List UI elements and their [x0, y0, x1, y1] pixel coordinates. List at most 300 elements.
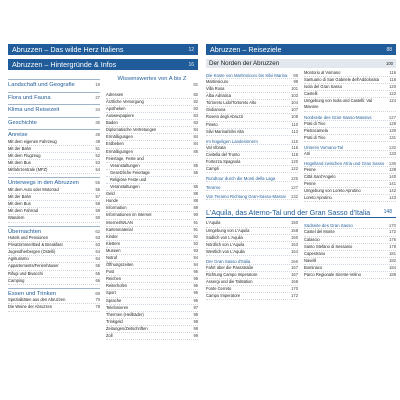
entry-title: Montorio al Vomano — [304, 70, 341, 75]
chapter-page: 16 — [188, 61, 194, 68]
toc-entry[interactable] — [206, 293, 298, 300]
toc-entry[interactable] — [206, 129, 298, 136]
entry-page: 93 — [193, 247, 198, 253]
toc-entry[interactable] — [8, 187, 100, 194]
entry-page: 90 — [193, 212, 198, 218]
entry-page: 168 — [291, 279, 298, 285]
right-column-c — [206, 220, 298, 300]
entry-title: Diplomatische Vertretungen — [106, 127, 157, 133]
entry-page: 104 — [291, 100, 298, 106]
toc-entry[interactable] — [206, 145, 298, 152]
toc-entry[interactable] — [106, 92, 198, 99]
heading-title: Landschaft und Geografie — [8, 82, 75, 88]
heading-page: 48 — [95, 132, 100, 138]
entry-page: 176 — [389, 236, 396, 242]
entry-title: Appartements/Ferienhäuser — [8, 263, 59, 269]
entry-title: Öffnungszeiten — [106, 262, 134, 268]
entry-title: Prati di Tivo — [304, 120, 326, 126]
toc-entry[interactable] — [8, 160, 100, 167]
toc-entry[interactable] — [304, 251, 396, 258]
entry-title: Adressen — [106, 91, 124, 97]
entry-title: Privatzimmer/Bed & Breakfast — [8, 242, 63, 248]
toc-entry[interactable] — [8, 201, 100, 208]
entry-page: 88 — [193, 198, 198, 204]
toc-entry[interactable] — [206, 279, 298, 286]
section-heading[interactable] — [8, 177, 100, 187]
entry-page: 181 — [389, 250, 396, 256]
toc-entry[interactable] — [8, 208, 100, 215]
entry-page: 170 — [388, 223, 396, 229]
entry-page: 115 — [291, 138, 298, 144]
entry-page: 88 — [193, 191, 198, 197]
entry-title: Auswevpapiere — [106, 113, 134, 119]
toc-entry[interactable] — [106, 290, 198, 297]
entry-title: Kartenmaterial — [106, 226, 133, 232]
entry-page: 55 — [95, 187, 100, 193]
toc-entry[interactable] — [8, 304, 100, 311]
subsection-entry[interactable] — [206, 176, 298, 182]
section-heading[interactable] — [8, 226, 100, 236]
entry-title: Camping — [8, 277, 25, 283]
entry-page: 84 — [193, 134, 198, 140]
intro-chapter-banner[interactable] — [8, 44, 198, 55]
toc-entry[interactable] — [8, 146, 100, 153]
entry-page: 116 — [291, 144, 298, 150]
entry-page: 83 — [193, 120, 198, 126]
entry-page: 128 — [389, 120, 396, 126]
entry-page: 89 — [193, 205, 198, 211]
toc-entry[interactable] — [106, 106, 198, 113]
entry-title: Trinkgeld — [106, 318, 123, 324]
entry-page: 83 — [193, 113, 198, 119]
toc-entry[interactable] — [304, 181, 396, 188]
entry-page: 136 — [388, 160, 396, 166]
toc-entry[interactable] — [8, 215, 100, 222]
toc-entry[interactable] — [106, 220, 198, 227]
entry-title: Notruf — [106, 254, 118, 260]
entry-page: 188 — [389, 271, 396, 277]
entry-title: Nordseite des Gran-Sasso-Massivs — [304, 114, 372, 120]
toc-entry[interactable] — [106, 276, 198, 283]
toc-entry[interactable] — [106, 212, 198, 219]
toc-entry[interactable] — [304, 70, 396, 77]
entry-title: Rifugi und Bivacchi — [8, 270, 43, 276]
toc-entry[interactable] — [8, 235, 100, 242]
toc-entry[interactable] — [8, 153, 100, 160]
toc-entry[interactable] — [106, 241, 198, 248]
right-column-b — [304, 70, 396, 202]
heading-page: 36 — [95, 119, 100, 125]
toc-entry[interactable] — [8, 242, 100, 249]
toc-entry[interactable] — [106, 113, 198, 120]
entry-title: Castel del Monte — [304, 229, 335, 235]
toc-entry[interactable] — [206, 242, 298, 249]
entry-title: Mit dem Flugzeug — [8, 153, 41, 159]
entry-title: Gesetzliche Feiertage — [110, 169, 150, 175]
entry-page: 85 — [193, 162, 198, 168]
entry-page: 132 — [290, 194, 298, 200]
entry-page: 132 — [388, 144, 396, 150]
entry-title: Die Weine der Abruzzen — [8, 304, 53, 310]
entry-title: Thermen (Heilbäder) — [106, 311, 144, 317]
toc-entry[interactable] — [106, 184, 198, 191]
toc-entry[interactable] — [206, 107, 298, 114]
entry-title: Pineto — [206, 121, 218, 127]
toc-entry[interactable] — [206, 93, 298, 100]
heading-title: Geschichte — [8, 119, 37, 126]
entry-page: 83 — [193, 106, 198, 111]
heading-title: Klima und Reisezeit — [8, 107, 60, 114]
entry-page: 140 — [389, 174, 396, 180]
entry-page: 70 — [95, 297, 100, 303]
destinations-chapter-banner[interactable] — [206, 44, 396, 55]
entry-title: Veranstaltungen — [110, 184, 140, 190]
toc-entry[interactable] — [106, 134, 198, 141]
entry-page: 82 — [193, 98, 198, 104]
toc-entry[interactable] — [106, 298, 198, 305]
entry-title: Museen — [106, 247, 121, 253]
toc-entry[interactable] — [304, 195, 396, 202]
entry-title: Kinder — [106, 233, 118, 239]
toc-entry[interactable] — [304, 265, 396, 272]
entry-page: 78 — [95, 304, 100, 310]
entry-page: 110 — [291, 121, 298, 127]
section-heading[interactable]: Wissenswertes von A bis Z 82 — [117, 76, 198, 88]
toc-entry[interactable] — [106, 305, 198, 312]
background-chapter-banner[interactable] — [8, 59, 198, 70]
entry-page: 60 — [95, 215, 100, 221]
toc-entry[interactable] — [106, 149, 198, 156]
entry-title: Ärztliche Versorgung — [106, 98, 144, 104]
toc-entry[interactable] — [106, 156, 198, 163]
entry-title: Wandern — [8, 215, 25, 221]
entry-title: Mit dem Bus — [8, 201, 31, 207]
toc-entry[interactable] — [304, 167, 396, 174]
heading-title: Unterwegs in den Abruzzen — [8, 180, 79, 187]
toc-entry[interactable] — [206, 265, 298, 272]
toc-entry[interactable] — [106, 227, 198, 234]
entry-page: 97 — [193, 304, 198, 310]
entry-title: Reiterhofen — [106, 283, 128, 289]
entry-title: Westlich von L'Aquila — [206, 248, 245, 254]
toc-entry[interactable] — [206, 114, 298, 121]
entry-title: Ermäßigungen — [106, 134, 133, 140]
entry-title: Zeitungen/Zeitschriften — [106, 325, 148, 331]
entry-page: 138 — [389, 166, 396, 172]
toc-entry[interactable] — [106, 170, 198, 177]
entry-page: 94 — [193, 254, 198, 260]
toc-entry[interactable] — [106, 127, 198, 134]
entry-page: 52 — [95, 153, 100, 159]
toc-entry[interactable] — [304, 272, 396, 279]
section-heading[interactable] — [8, 129, 100, 139]
heading-page: 55 — [95, 180, 100, 186]
toc-entry[interactable] — [206, 228, 298, 235]
toc-entry[interactable] — [206, 122, 298, 129]
entry-title: Hotels und Pensionen — [8, 235, 49, 241]
toc-entry[interactable] — [304, 121, 396, 128]
entry-title: Der Gran Sasso d'Italia — [206, 258, 251, 264]
toc-entry[interactable] — [206, 100, 298, 107]
entry-title: Navelli — [304, 257, 317, 263]
entry-page: 124 — [389, 98, 396, 104]
entry-title: Rundtour durch die Monti della Laga — [206, 176, 276, 182]
entry-title: Campo Imperatore — [206, 293, 241, 299]
entry-page: 54 — [95, 167, 100, 173]
entry-title: Erdbeben — [106, 141, 124, 147]
entry-page: 103 — [291, 93, 298, 99]
toc-entry[interactable] — [304, 98, 396, 111]
toc-entry[interactable] — [106, 262, 198, 269]
toc-entry[interactable] — [304, 84, 396, 91]
entry-title: Veranstaltungen — [110, 162, 140, 168]
entry-title: Mitfahrzentrale (MFZ) — [8, 167, 48, 173]
entry-title: Fortezza Spagnola — [206, 158, 241, 164]
entry-page — [195, 156, 198, 162]
entry-title: Richtung Campo Imperatore — [206, 271, 258, 277]
entry-title: Santuario di San Gabriele dell'Addolorata — [304, 77, 379, 83]
entry-page: 86 — [193, 184, 198, 190]
section-heading[interactable] — [8, 79, 100, 89]
entry-page: 65 — [95, 270, 100, 276]
toc-entry[interactable] — [106, 163, 198, 170]
entry-page: 82 — [193, 91, 198, 97]
entry-title: Castelli — [304, 91, 318, 97]
toc-entry[interactable] — [304, 229, 396, 236]
toc-entry[interactable] — [8, 271, 100, 278]
entry-page: 160 — [291, 234, 298, 240]
toc-entry[interactable] — [304, 237, 396, 244]
toc-entry[interactable] — [304, 91, 396, 98]
north-chapter-header[interactable]: Der Norden der Abruzzen 100 — [206, 59, 396, 68]
entry-page: 93 — [193, 240, 198, 246]
toc-entry[interactable] — [8, 278, 100, 285]
toc-entry[interactable] — [8, 167, 100, 174]
toc-entry[interactable] — [304, 151, 396, 158]
entry-page: 120 — [389, 84, 396, 90]
chapter-title: L'Aquila, das Aterno-Tal und der Gran Sasso d'Italia — [206, 207, 371, 217]
entry-page: 172 — [291, 293, 298, 299]
heading-title: Anreise — [8, 132, 28, 139]
entry-title: Spezialitäten aus den Abruzzen — [8, 297, 66, 303]
toc-entry[interactable] — [304, 128, 396, 135]
entry-title: Penne — [304, 181, 316, 187]
entry-title: Mit der Bahn — [8, 194, 32, 200]
entry-page: 91 — [193, 219, 198, 225]
entry-title: Capestrano — [304, 250, 326, 256]
toc-entry[interactable] — [206, 249, 298, 256]
entry-title: Civitella del Tronto — [206, 151, 240, 157]
entry-page: 96 — [193, 283, 198, 289]
entry-title: Sprache — [106, 297, 122, 303]
entry-title: Fonte Cerreto — [206, 286, 232, 292]
entry-page: 116 — [389, 70, 396, 75]
right-column-d — [304, 220, 396, 300]
laquila-chapter-banner[interactable] — [206, 207, 396, 218]
entry-title: Mit dem Fahrrad — [8, 208, 39, 214]
entry-page: 58 — [95, 201, 100, 207]
toc-entry[interactable] — [106, 333, 198, 340]
toc-entry[interactable] — [206, 235, 298, 242]
chapter-page: 88 — [386, 46, 392, 53]
entry-page: 95 — [193, 269, 198, 275]
entry-page: 98 — [193, 318, 198, 324]
entry-page: 63 — [95, 235, 100, 241]
entry-title: Religiöse Feste und — [110, 176, 147, 182]
entry-title: Pietracamela — [304, 127, 328, 133]
entry-title: Loreto Aprutino — [304, 195, 332, 201]
entry-page: 107 — [291, 107, 298, 113]
entry-page: 178 — [389, 243, 396, 249]
entry-title: Im hügeligen Landesinnern — [206, 138, 258, 144]
right-column-a — [206, 70, 298, 202]
chapter-title: Abruzzen – Hintergründe & Infos — [12, 60, 117, 69]
chapter-title: Abruzzen – Reiseziele — [210, 45, 282, 54]
entry-page: 63 — [95, 242, 100, 248]
entry-page: 96 — [193, 290, 198, 296]
entry-title: Informationen im Internet — [106, 212, 152, 218]
entry-page: 108 — [291, 114, 298, 120]
entry-title: Atri — [304, 150, 311, 156]
entry-title: Die Küste von Martinsicuro bis Silvi Marina — [206, 73, 288, 78]
entry-page: 59 — [95, 208, 100, 214]
entry-page: 57 — [95, 194, 100, 200]
toc-entry[interactable] — [106, 319, 198, 326]
entry-title: Klettern — [106, 240, 121, 246]
toc-entry[interactable] — [304, 258, 396, 265]
right-page — [206, 44, 396, 392]
entry-page: 130 — [389, 127, 396, 133]
entry-title: Telefonieren — [106, 304, 129, 310]
toc-entry[interactable] — [8, 297, 100, 304]
section-heading[interactable] — [8, 92, 100, 102]
entry-title: Calascio — [304, 236, 320, 242]
entry-page: 143 — [389, 195, 396, 201]
toc-entry[interactable] — [106, 191, 198, 198]
entry-title: Silvi Marina/Silvi Alta — [206, 128, 244, 134]
toc-entry[interactable] — [106, 141, 198, 148]
toc-entry[interactable] — [206, 272, 298, 279]
entry-title: L'Aquila — [206, 220, 221, 226]
toc-entry[interactable] — [106, 99, 198, 106]
left-column-1 — [8, 76, 100, 340]
entry-title: Prati di Tivo — [304, 134, 326, 140]
entry-title: Alba Adriatica — [206, 93, 232, 99]
entry-page: 184 — [389, 264, 396, 270]
entry-page: 99 — [193, 333, 198, 338]
toc-entry[interactable] — [206, 152, 298, 159]
entry-page: 172 — [389, 229, 396, 235]
entry-page: 118 — [291, 151, 298, 157]
entry-page: 182 — [389, 257, 396, 263]
entry-title: Jugendherbergen (Ostelli) — [8, 249, 56, 255]
entry-title: Umgebung von L'Aquila — [206, 227, 250, 233]
entry-page: 122 — [291, 166, 298, 172]
toc-entry[interactable] — [8, 256, 100, 263]
entry-title: Tortoreto Lido/Tortoreto Alto — [206, 100, 257, 106]
subsection-entry[interactable] — [206, 185, 298, 191]
entry-page: 170 — [291, 286, 298, 292]
entry-title: Bominaco — [304, 264, 323, 270]
heading-title: Essen und Trinken — [8, 290, 57, 297]
entry-title: Sport — [106, 290, 116, 296]
section-heading[interactable] — [8, 288, 100, 298]
entry-page: 92 — [193, 233, 198, 239]
entry-title: Südlich von L'Aquila — [206, 234, 243, 240]
heading-page: 34 — [95, 107, 100, 113]
entry-title: Campli — [206, 166, 219, 172]
toc-entry[interactable] — [304, 244, 396, 251]
toc-entry[interactable] — [106, 205, 198, 212]
toc-entry[interactable] — [106, 120, 198, 127]
entry-page: 101 — [291, 86, 298, 92]
toc-entry[interactable] — [206, 220, 298, 227]
entry-page: 118 — [389, 77, 396, 83]
toc-entry[interactable] — [206, 166, 298, 173]
section-heading[interactable] — [8, 117, 100, 127]
toc-entry[interactable] — [206, 286, 298, 293]
entry-title: Reichen — [106, 276, 122, 282]
heading-title: Übernachten — [8, 228, 42, 235]
entry-title: Martinsicuro — [206, 79, 229, 84]
toc-entry[interactable] — [206, 159, 298, 166]
left-column-2 — [106, 76, 198, 340]
heading-page: 62 — [95, 228, 100, 234]
entry-title: Unteres Vomano-Tal — [304, 144, 343, 150]
toc-entry[interactable] — [106, 326, 198, 333]
entry-title: Villa Rosa — [206, 86, 225, 92]
entry-page: 65 — [95, 263, 100, 269]
toc-entry[interactable] — [106, 234, 198, 241]
toc-entry[interactable] — [106, 255, 198, 262]
entry-title: Santo Stefano di Sessanio — [304, 243, 353, 249]
toc-entry[interactable] — [106, 248, 198, 255]
toc-entry[interactable] — [304, 188, 396, 195]
entry-title: Teramo — [206, 185, 221, 191]
entry-page: 141 — [389, 181, 396, 187]
entry-page: 85 — [193, 169, 198, 175]
toc-entry[interactable] — [8, 263, 100, 270]
entry-page: 98 — [193, 325, 198, 331]
entry-title: Penne — [304, 166, 316, 172]
toc-entry[interactable] — [106, 177, 198, 184]
section-heading[interactable] — [8, 104, 100, 114]
entry-page: 164 — [291, 248, 298, 254]
toc-entry[interactable] — [304, 174, 396, 181]
entry-title: Assergi und die Talstation — [206, 279, 253, 285]
entry-title: Hügelland zwischen Atria und Gran Sasso — [304, 160, 385, 166]
toc-entry[interactable] — [106, 269, 198, 276]
toc-entry[interactable] — [206, 86, 298, 93]
toc-entry[interactable] — [8, 249, 100, 256]
entry-page: 66 — [95, 277, 100, 283]
toc-entry[interactable] — [8, 194, 100, 201]
entry-page: 167 — [291, 264, 298, 270]
toc-entry[interactable] — [8, 139, 100, 146]
toc-entry[interactable] — [304, 77, 396, 84]
heading-page: 68 — [95, 290, 100, 296]
toc-entry[interactable] — [106, 198, 198, 205]
entry-title: Mit der Bahn — [8, 146, 32, 152]
toc-entry[interactable] — [206, 79, 298, 86]
entry-page: 95 — [193, 276, 198, 282]
entry-page — [195, 177, 198, 183]
toc-entry[interactable] — [106, 283, 198, 290]
toc-entry[interactable] — [304, 135, 396, 142]
toc-entry[interactable] — [106, 312, 198, 319]
subsection-entry[interactable] — [206, 194, 298, 200]
entry-title: Roseto degli Abruzzi — [206, 114, 244, 120]
